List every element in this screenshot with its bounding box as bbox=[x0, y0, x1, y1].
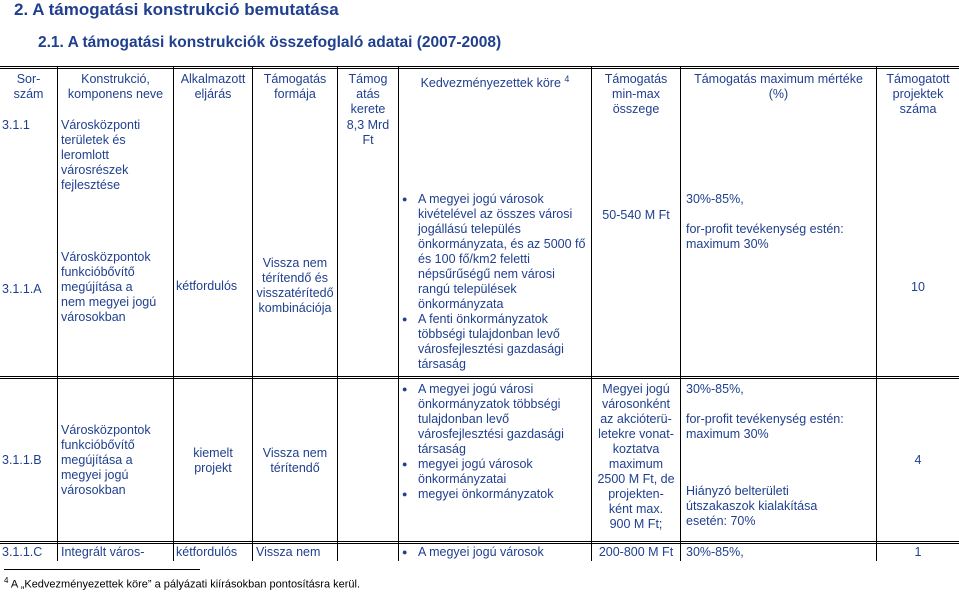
row-num: 3.1.1.A bbox=[2, 282, 42, 296]
table-top-border bbox=[0, 66, 959, 67]
header-projektek: Támogatott projektek száma bbox=[886, 72, 950, 116]
row-keret: 8,3 Mrd Ft bbox=[346, 118, 390, 147]
row-mertek: 30%-85%, bbox=[686, 382, 744, 396]
header-sorszam: Sor- szám bbox=[13, 72, 44, 101]
row-kedvezmenyezettek-list bbox=[402, 192, 588, 372]
header-konstrukcio: Konstrukció, komponens neve bbox=[67, 72, 164, 101]
col-divider bbox=[57, 66, 58, 561]
col-divider bbox=[398, 66, 399, 561]
footnote-separator bbox=[4, 569, 200, 570]
row-mertek-forprofit: for-profit tevékenység estén: maximum 30% bbox=[686, 412, 844, 441]
row-osszeg: 50-540 M Ft bbox=[602, 208, 670, 222]
row-name: Városközpontok funkcióbővítő megújítása a nem megyei jogú városokban bbox=[61, 250, 157, 324]
row-mertek-belterulet: Hiányzó belterületi útszakaszok kialakítása esetén: 70% bbox=[686, 484, 818, 528]
row-name: Városközponti területek és leromlott városrészek fejlesztése bbox=[61, 118, 141, 192]
header-kedvezmenyezettek: Kedvezményezettek köre $^4$ bbox=[420, 74, 570, 91]
header-forma: Támogatás formája bbox=[263, 72, 327, 101]
row-projektek: 1 bbox=[914, 545, 922, 559]
row-mertek: 30%-85%, bbox=[686, 192, 744, 206]
row-kedvezmenyezettek-list bbox=[402, 382, 588, 502]
footnote: $^4$ A „Kedvezményezettek köre” a pályázati kiírásokban pontosításra kerül. bbox=[4, 576, 361, 591]
row-divider-inner bbox=[0, 543, 959, 544]
row-name: Integrált város- bbox=[61, 545, 145, 559]
list-item: ● A megyei jogú városi önkormányzatok többségi tulajdonban levő városfejlesztési gazdasági társaság bbox=[402, 382, 588, 457]
row-osszeg: Megyei jogú városonként az akcióterü- letekre vonat- koztatva maximum 2500 M Ft, de projekten- ként max. 900 M Ft; bbox=[597, 382, 675, 531]
list-item: ● megyei önkormányzatok bbox=[402, 487, 588, 502]
header-keret: Támog atás kerete bbox=[348, 72, 388, 116]
row-kedvezmenyezettek-list bbox=[402, 545, 588, 560]
header-mertek: Támogatás maximum mértéke (%) bbox=[694, 72, 863, 101]
row-osszeg: 200-800 M Ft bbox=[598, 545, 674, 559]
row-name: Városközpontok funkcióbővítő megújítása a megyei jogú városokban bbox=[61, 423, 151, 497]
row-mertek-forprofit: for-profit tevékenység estén: maximum 30% bbox=[686, 222, 844, 251]
row-divider bbox=[0, 541, 959, 542]
row-forma: Vissza nem térítendő és visszatérítedő kombinációja bbox=[256, 256, 334, 315]
row-eljaras: kétfordulós bbox=[176, 279, 238, 293]
header-eljaras: Alkalmazott eljárás bbox=[180, 72, 246, 101]
list-item: ● A megyei jogú városok bbox=[402, 545, 588, 560]
list-item: ● A fenti önkormányzatok többségi tulajdonban levő városfejlesztési gazdasági társaság bbox=[402, 312, 588, 372]
list-item: ● A megyei jogú városok kivételével az összes városi jogállású település önkormányzata, és az 5000 fő és 100 fő/km2 feletti népsűrűségű nem városi rangú települések önkormányzata bbox=[402, 192, 588, 312]
row-divider-inner bbox=[0, 378, 959, 379]
row-forma: Vissza nem térítendő bbox=[262, 446, 328, 475]
section-heading: 2. A támogatási konstrukció bemutatása bbox=[14, 0, 339, 19]
header-osszeg: Támogatás min-max összege bbox=[604, 72, 668, 116]
list-item: ● megyei jogú városok önkormányzatai bbox=[402, 457, 588, 487]
row-mertek: 30%-85%, bbox=[686, 545, 744, 559]
row-num: 3.1.1.B bbox=[2, 453, 42, 467]
row-eljaras: kétfordulós bbox=[176, 545, 238, 559]
row-num: 3.1.1 bbox=[2, 118, 30, 132]
col-divider bbox=[680, 66, 681, 561]
col-divider bbox=[173, 66, 174, 561]
row-divider bbox=[0, 376, 959, 377]
row-projektek: 10 bbox=[911, 280, 925, 294]
row-forma: Vissza nem bbox=[256, 545, 321, 559]
row-eljaras: kiemelt projekt bbox=[193, 446, 233, 475]
row-projektek: 4 bbox=[914, 453, 922, 467]
row-num: 3.1.1.C bbox=[2, 545, 43, 559]
table-top-border-inner bbox=[0, 68, 959, 69]
subsection-heading: 2.1. A támogatási konstrukciók összefoglaló adatai (2007-2008) bbox=[38, 34, 502, 51]
col-divider bbox=[876, 66, 877, 561]
